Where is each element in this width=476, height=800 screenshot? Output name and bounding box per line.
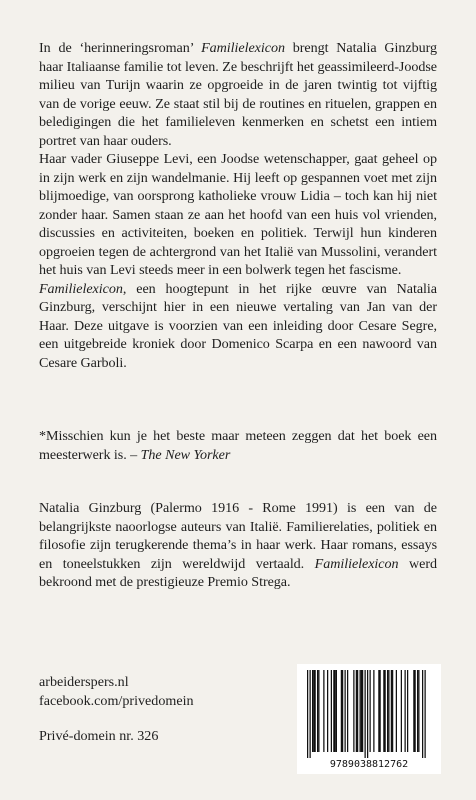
barcode-bar <box>365 670 366 758</box>
barcode-bar <box>367 670 368 758</box>
barcode-bar <box>317 670 318 752</box>
website-link[interactable]: arbeiderspers.nl <box>39 674 129 690</box>
synopsis <box>39 39 437 372</box>
barcode-bar <box>387 670 388 752</box>
quote-source: The New Yorker <box>140 446 231 463</box>
author-bio: Natalia Ginzburg (Palermo 1916 - Rome 1991) is een van de belangrijkste naoorlogse auteurs van Italië. Familierelaties, politiek en filosofie zijn terugkerende thema’s in haar werk. Haar romans, essays en toneelstukken zijn wereldwijd vertaald. Familielexicon werd bekroond met de prestigieuze Premio Strega. <box>39 500 437 590</box>
barcode-bar <box>405 670 406 752</box>
publisher-links <box>39 673 194 710</box>
series-info <box>39 727 158 746</box>
barcode-bar <box>413 670 414 752</box>
barcode-bar <box>417 670 418 752</box>
barcode-bar <box>327 670 328 752</box>
barcode-bar <box>336 670 337 752</box>
barcode-bar <box>362 670 363 752</box>
barcode-bar <box>360 670 361 752</box>
barcode-bar <box>356 670 357 752</box>
barcode-bar <box>385 670 386 752</box>
synopsis-paragraph-3: Familielexicon, een hoogtepunt in het rijke œuvre van Natalia Ginzburg, verschijnt hier in een nieuwe vertaling van Jan van der Haar. Deze uitgave is voorzien van een inleiding door Cesare Segre, een uitgebreide kroniek door Domenico Scarpa en een nawoord van Cesare Garboli. <box>39 280 437 371</box>
barcode-bar <box>361 670 362 752</box>
barcode-bar <box>353 670 354 752</box>
barcode-bar <box>401 670 402 752</box>
barcode-bar <box>341 670 342 752</box>
barcode-bar <box>310 670 311 758</box>
barcode-bar <box>357 670 358 752</box>
review-quote <box>39 427 437 464</box>
barcode-bars <box>297 664 441 774</box>
barcode-bar <box>323 670 324 752</box>
barcode-bar <box>418 670 419 752</box>
synopsis-paragraph-1: In de ‘herinneringsroman’ Familielexicon brengt Natalia Ginzburg haar Italiaanse familie tot leven. Ze beschrijft het geassimileerd-Joodse milieu van Turijn waarin ze opgroeide in de jaren twintig tot vijftig van de vorige eeuw. Ze staat stil bij de routines en rituelen, grappen en beledigingen die het familieleven kenmerken en schetst een intiem portret van haar ouders. <box>39 40 437 149</box>
barcode-bar <box>407 670 408 752</box>
quote-text: *Misschien kun je het beste maar meteen zeggen dat het boek een meesterwerk is. – <box>39 428 437 463</box>
barcode-bar <box>380 670 381 752</box>
barcode-bar <box>396 670 397 752</box>
barcode-bar <box>373 670 374 752</box>
barcode-bar <box>315 670 316 752</box>
barcode-bar <box>415 670 416 752</box>
barcode-bar <box>422 670 423 758</box>
isbn-barcode <box>297 664 441 774</box>
book-title: Familielexicon <box>201 40 285 56</box>
facebook-link[interactable]: facebook.com/privedomein <box>39 692 194 709</box>
barcode-bar <box>313 670 314 752</box>
barcode-bar <box>345 670 346 752</box>
series-number: Privé-domein nr. 326 <box>39 728 159 744</box>
barcode-bar <box>342 670 343 752</box>
book-title: Familielexicon <box>39 280 123 297</box>
barcode-bar <box>312 670 313 752</box>
barcode-bar <box>391 670 392 752</box>
barcode-bar <box>335 670 336 752</box>
barcode-bar <box>307 670 308 758</box>
barcode-bar <box>392 670 393 752</box>
barcode-bar <box>378 670 379 752</box>
barcode-bar <box>388 670 389 752</box>
barcode-bar <box>383 670 384 752</box>
barcode-bar <box>370 670 371 752</box>
barcode-bar <box>425 670 426 758</box>
barcode-bar <box>331 670 332 752</box>
barcode-bar <box>333 670 334 752</box>
barcode-number: 9789038812762 <box>329 759 409 770</box>
synopsis-paragraph-2: Haar vader Giuseppe Levi, een Joodse wetenschapper, gaat geheel op in zijn werk en zijn wandelmanie. Hij leeft op gespannen voet met zijn blijmoedige, van oorsprong katholieke vrouw Lidia – toch kan hij niet zonder haar. Samen staan ze aan het hoofd van een huis vol vrienden, discussies en activiteiten, boeken en politiek. Terwijl hun kinderen opgroeien tegen de achtergrond van het Italië van Mussolini, verandert het huis van Levi steeds meer in een bolwerk tegen het fascisme. <box>39 151 437 278</box>
barcode-bar <box>318 670 319 752</box>
book-title: Familielexicon <box>314 555 399 572</box>
barcode-bar <box>347 670 348 752</box>
